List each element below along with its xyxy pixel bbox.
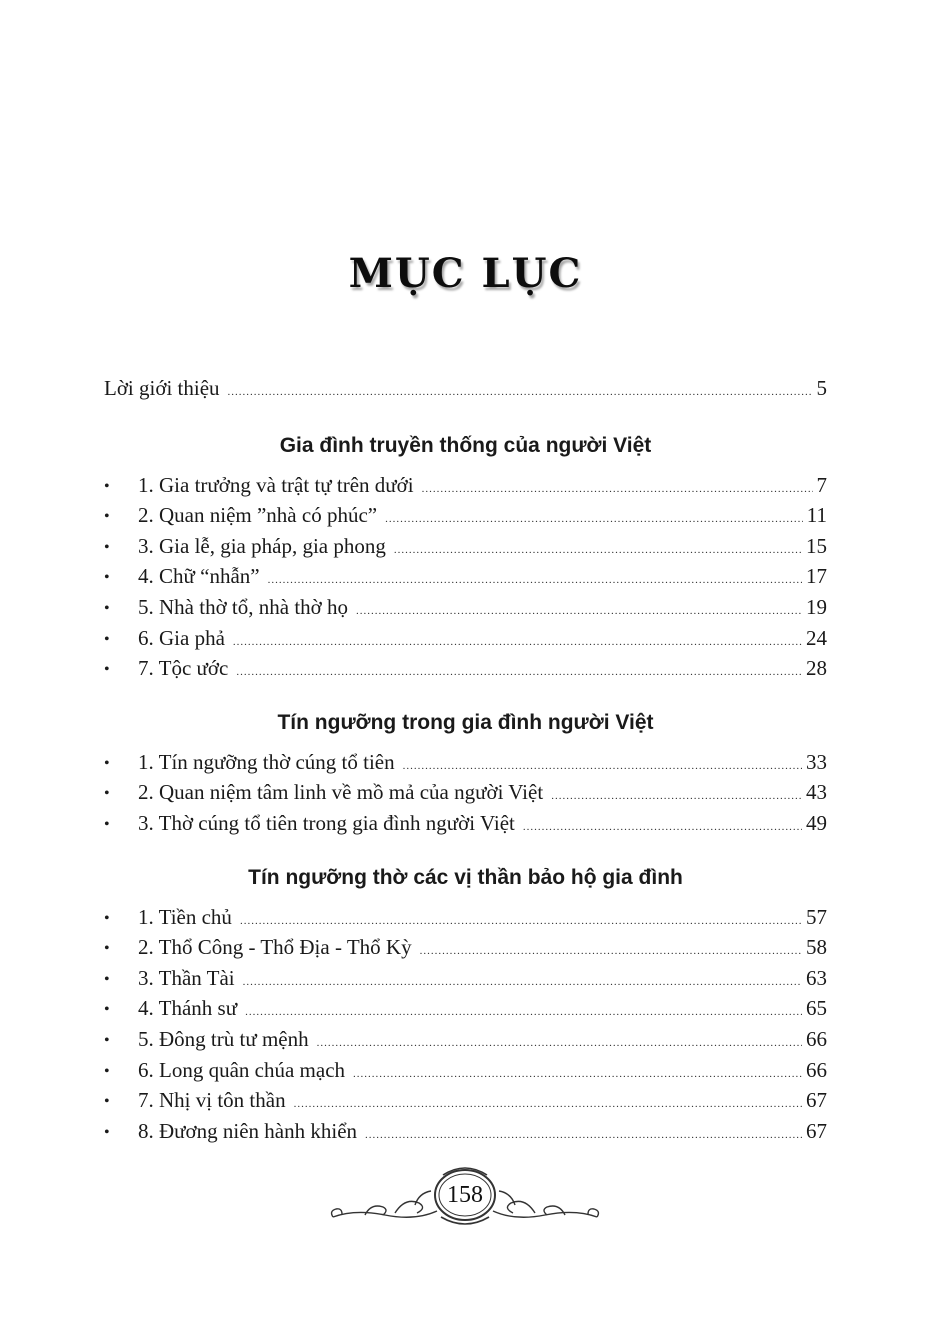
- toc-entry-label: 8. Đương niên hành khiển: [138, 1118, 358, 1143]
- dot-leader: [420, 936, 802, 967]
- dot-leader: [356, 596, 802, 627]
- toc-entry-page: 19: [806, 594, 827, 619]
- dot-leader: [228, 377, 813, 408]
- toc-entry-page: 67: [806, 1088, 827, 1113]
- toc-entry-page: 17: [806, 564, 827, 589]
- toc-entry-label: 1. Tín ngưỡng thờ cúng tổ tiên: [138, 749, 395, 774]
- bullet-icon: •: [104, 940, 110, 958]
- bullet-icon: •: [104, 1031, 110, 1049]
- dot-leader: [523, 812, 802, 843]
- toc-entry-label: 1. Tiền chủ: [138, 904, 232, 929]
- toc-entry[interactable]: [104, 902, 827, 933]
- table-of-contents: [104, 373, 827, 1146]
- bullet-icon: •: [104, 599, 110, 617]
- toc-entry-label: 3. Thờ cúng tổ tiên trong gia đình người Việt: [138, 810, 515, 835]
- dot-leader: [317, 1028, 802, 1059]
- toc-entry-intro[interactable]: [104, 373, 827, 404]
- toc-entry-label: 7. Tộc ước: [138, 656, 229, 681]
- bullet-icon: •: [104, 1093, 110, 1111]
- toc-entry[interactable]: [104, 993, 827, 1024]
- toc-entry-page: 5: [816, 376, 827, 400]
- toc-entry-page: 43: [806, 780, 827, 805]
- toc-entry-label: 3. Thần Tài: [138, 965, 235, 990]
- toc-entry-label: 3. Gia lễ, gia pháp, gia phong: [138, 533, 386, 558]
- bullet-icon: •: [104, 1001, 110, 1019]
- toc-entry[interactable]: [104, 623, 827, 654]
- bullet-icon: •: [104, 508, 110, 526]
- toc-entry[interactable]: [104, 1116, 827, 1147]
- toc-entry[interactable]: [104, 500, 827, 531]
- toc-entry-label: 1. Gia trưởng và trật tự trên dưới: [138, 472, 414, 497]
- bullet-icon: •: [104, 477, 110, 495]
- toc-entry[interactable]: [104, 592, 827, 623]
- bullet-icon: •: [104, 1123, 110, 1141]
- toc-entry[interactable]: [104, 470, 827, 501]
- page-footer: [325, 1165, 605, 1235]
- toc-entry[interactable]: [104, 653, 827, 684]
- toc-entry[interactable]: [104, 561, 827, 592]
- dot-leader: [385, 504, 803, 535]
- section-heading: Gia đình truyền thống của người Việt: [279, 433, 652, 457]
- toc-entry-label: 6. Gia phả: [138, 625, 225, 650]
- dot-leader: [245, 997, 802, 1028]
- toc-entry-page: 63: [806, 965, 827, 990]
- toc-entry-page: 7: [816, 472, 827, 497]
- bullet-icon: •: [104, 630, 110, 648]
- toc-entry-label: 6. Long quân chúa mạch: [138, 1057, 346, 1082]
- toc-entry[interactable]: [104, 1024, 827, 1055]
- dot-leader: [394, 535, 802, 566]
- toc-entry-label: 2. Quan niệm tâm linh về mồ mả của người Việt: [138, 780, 544, 805]
- toc-entry[interactable]: [104, 531, 827, 562]
- toc-entry-label: 4. Thánh sư: [138, 996, 238, 1021]
- bullet-icon: •: [104, 538, 110, 556]
- bullet-icon: •: [104, 661, 110, 679]
- toc-entry-page: 66: [806, 1026, 827, 1051]
- dot-leader: [353, 1059, 802, 1090]
- toc-entry-page: 67: [806, 1118, 827, 1143]
- toc-entry-page: 58: [806, 935, 827, 960]
- dot-leader: [294, 1089, 802, 1120]
- dot-leader: [236, 657, 802, 688]
- section-heading: Tín ngưỡng trong gia đình người Việt: [277, 710, 654, 734]
- toc-entry-label: 5. Đông trù tư mệnh: [138, 1026, 309, 1051]
- page-number: 158: [447, 1182, 483, 1208]
- dot-leader: [422, 474, 813, 505]
- bullet-icon: •: [104, 754, 110, 772]
- toc-entry-label: Lời giới thiệu: [104, 376, 220, 400]
- dot-leader: [365, 1120, 802, 1151]
- toc-entry-page: 24: [806, 625, 827, 650]
- toc-entry[interactable]: [104, 777, 827, 808]
- toc-entry[interactable]: [104, 932, 827, 963]
- toc-entry-label: 7. Nhị vị tôn thần: [138, 1088, 286, 1113]
- toc-entry[interactable]: [104, 747, 827, 778]
- toc-entry-page: 57: [806, 904, 827, 929]
- bullet-icon: •: [104, 970, 110, 988]
- toc-entry-page: 33: [806, 749, 827, 774]
- toc-entry-page: 65: [806, 996, 827, 1021]
- toc-entry-label: 2. Thổ Công - Thổ Địa - Thổ Kỳ: [138, 935, 412, 960]
- bullet-icon: •: [104, 815, 110, 833]
- toc-entry[interactable]: [104, 808, 827, 839]
- toc-entry-page: 49: [806, 810, 827, 835]
- toc-entry-page: 66: [806, 1057, 827, 1082]
- toc-entry-label: 5. Nhà thờ tổ, nhà thờ họ: [138, 594, 349, 619]
- bullet-icon: •: [104, 785, 110, 803]
- bullet-icon: •: [104, 1062, 110, 1080]
- toc-entry-label: 4. Chữ “nhẫn”: [138, 564, 260, 589]
- toc-entry[interactable]: [104, 963, 827, 994]
- toc-entry[interactable]: [104, 1055, 827, 1086]
- bullet-icon: •: [104, 569, 110, 587]
- dot-leader: [233, 627, 802, 658]
- toc-entry-page: 11: [806, 503, 827, 528]
- toc-entry-label: 2. Quan niệm ”nhà có phúc”: [138, 503, 378, 528]
- toc-entry[interactable]: [104, 1085, 827, 1116]
- dot-leader: [551, 781, 802, 812]
- toc-entry-page: 28: [806, 656, 827, 681]
- section-heading: Tín ngưỡng thờ các vị thần bảo hộ gia đình: [248, 865, 683, 889]
- page-title: MỤC LỤC: [348, 250, 583, 297]
- bullet-icon: •: [104, 909, 110, 927]
- dot-leader: [243, 967, 802, 998]
- toc-entry-page: 15: [806, 533, 827, 558]
